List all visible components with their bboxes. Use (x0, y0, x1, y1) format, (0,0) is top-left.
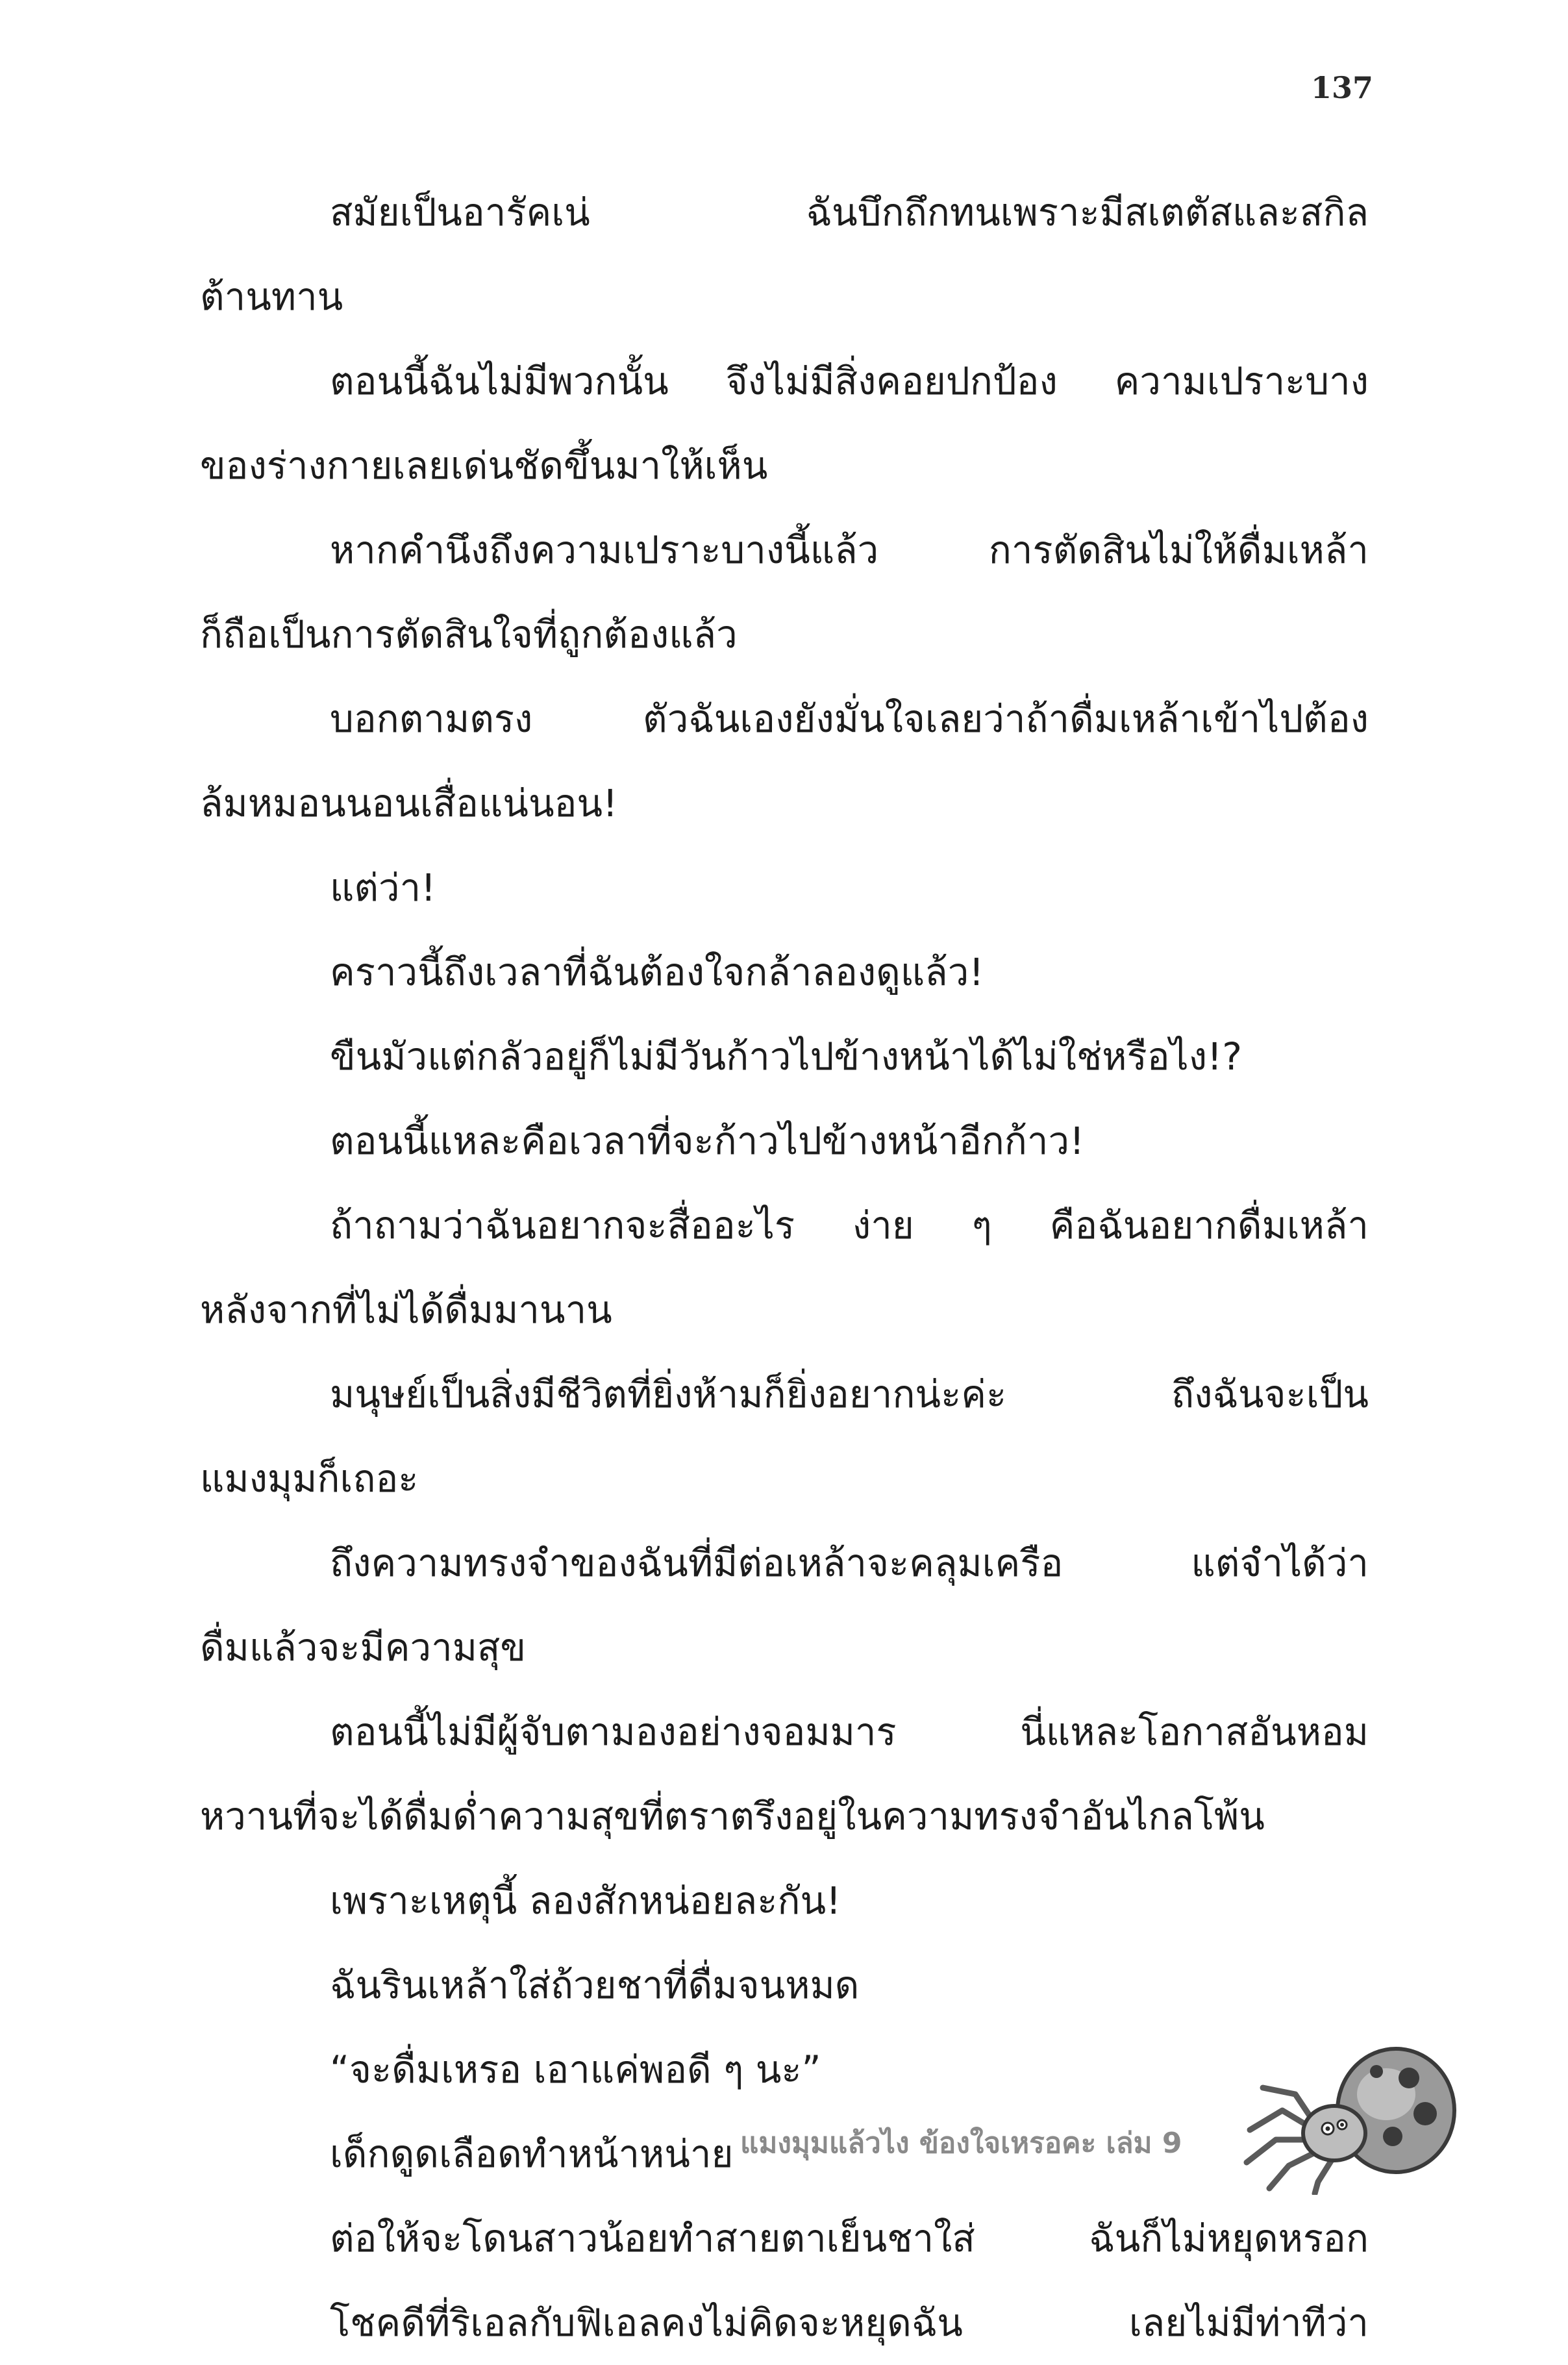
text-line: แมงมุมก็เถอะ (200, 1457, 419, 1501)
text-line: หลังจากที่ไม่ได้ดื่มมานาน (200, 1288, 612, 1332)
text-line: สมัยเป็นอารัคเน่ ฉันบึกถึกทนเพราะมีสเตตัสและสกิล (330, 190, 1369, 234)
text-line: ต้านทาน (200, 275, 343, 319)
text-line: โชคดีที่ริเอลกับฟิเอลคงไม่คิดจะหยุดฉัน เลยไม่มีท่าทีว่า (330, 2301, 1369, 2345)
running-footer-title: แมงมุมแล้วไง ข้องใจเหรอคะ เล่ม 9 (740, 2127, 1182, 2160)
text-line: ถ้าถามว่าฉันอยากจะสื่ออะไร ง่าย ๆ คือฉันอยากดื่มเหล้า (330, 1203, 1369, 1247)
text-line: ล้มหมอนนอนเสื่อแน่นอน! (200, 781, 618, 825)
text-line: ฉันรินเหล้าใส่ถ้วยชาที่ดื่มจนหมด (330, 1963, 860, 2007)
text-line: ขืนมัวแต่กลัวอยู่ก็ไม่มีวันก้าวไปข้างหน้าได้ไม่ใช่หรือไง!? (330, 1034, 1243, 1079)
spider-mascot-icon (1237, 2033, 1458, 2195)
text-line: บอกตามตรง ตัวฉันเองยังมั่นใจเลยว่าถ้าดื่มเหล้าเข้าไปต้อง (330, 697, 1369, 741)
text-line: แต่ว่า! (330, 866, 436, 910)
text-line: “จะดื่มเหรอ เอาแค่พอดี ๆ นะ” (330, 2047, 821, 2092)
text-line: เด็กดูดเลือดทำหน้าหน่าย (330, 2132, 734, 2176)
text-line: มนุษย์เป็นสิ่งมีชีวิตที่ยิ่งห้ามก็ยิ่งอยากน่ะค่ะ ถึงฉันจะเป็น (330, 1372, 1369, 1416)
text-line: ถึงความทรงจำของฉันที่มีต่อเหล้าจะคลุมเครือ แต่จำได้ว่า (330, 1541, 1369, 1585)
page-number: 137 (1310, 70, 1373, 105)
text-line: หากคำนึงถึงความเปราะบางนี้แล้ว การตัดสินไม่ให้ดื่มเหล้า (330, 528, 1369, 572)
text-line: ตอนนี้ฉันไม่มีพวกนั้น จึงไม่มีสิ่งคอยปกป้อง ความเปราะบาง (330, 359, 1369, 403)
text-line: เพราะเหตุนี้ ลองสักหน่อยละกัน! (330, 1879, 841, 1923)
text-line: ต่อให้จะโดนสาวน้อยทำสายตาเย็นชาใส่ ฉันก็ไม่หยุดหรอก (330, 2216, 1369, 2260)
text-line: หวานที่จะได้ดื่มด่ำความสุขที่ตราตรึงอยู่ในความทรงจำอันไกลโพ้น (200, 1794, 1265, 1838)
text-line: ตอนนี้แหละคือเวลาที่จะก้าวไปข้างหน้าอีกก้าว! (330, 1119, 1085, 1163)
text-line: ดื่มแล้วจะมีความสุข (200, 1625, 526, 1670)
text-line: คราวนี้ถึงเวลาที่ฉันต้องใจกล้าลองดูแล้ว! (330, 950, 984, 994)
body-text (200, 170, 1369, 2365)
text-line: ตอนนี้ไม่มีผู้จับตามองอย่างจอมมาร นี่แหละโอกาสอันหอม (330, 1710, 1369, 1754)
text-line: ก็ถือเป็นการตัดสินใจที่ถูกต้องแล้ว (200, 612, 738, 657)
text-line: ของร่างกายเลยเด่นชัดขึ้นมาให้เห็น (200, 444, 768, 488)
